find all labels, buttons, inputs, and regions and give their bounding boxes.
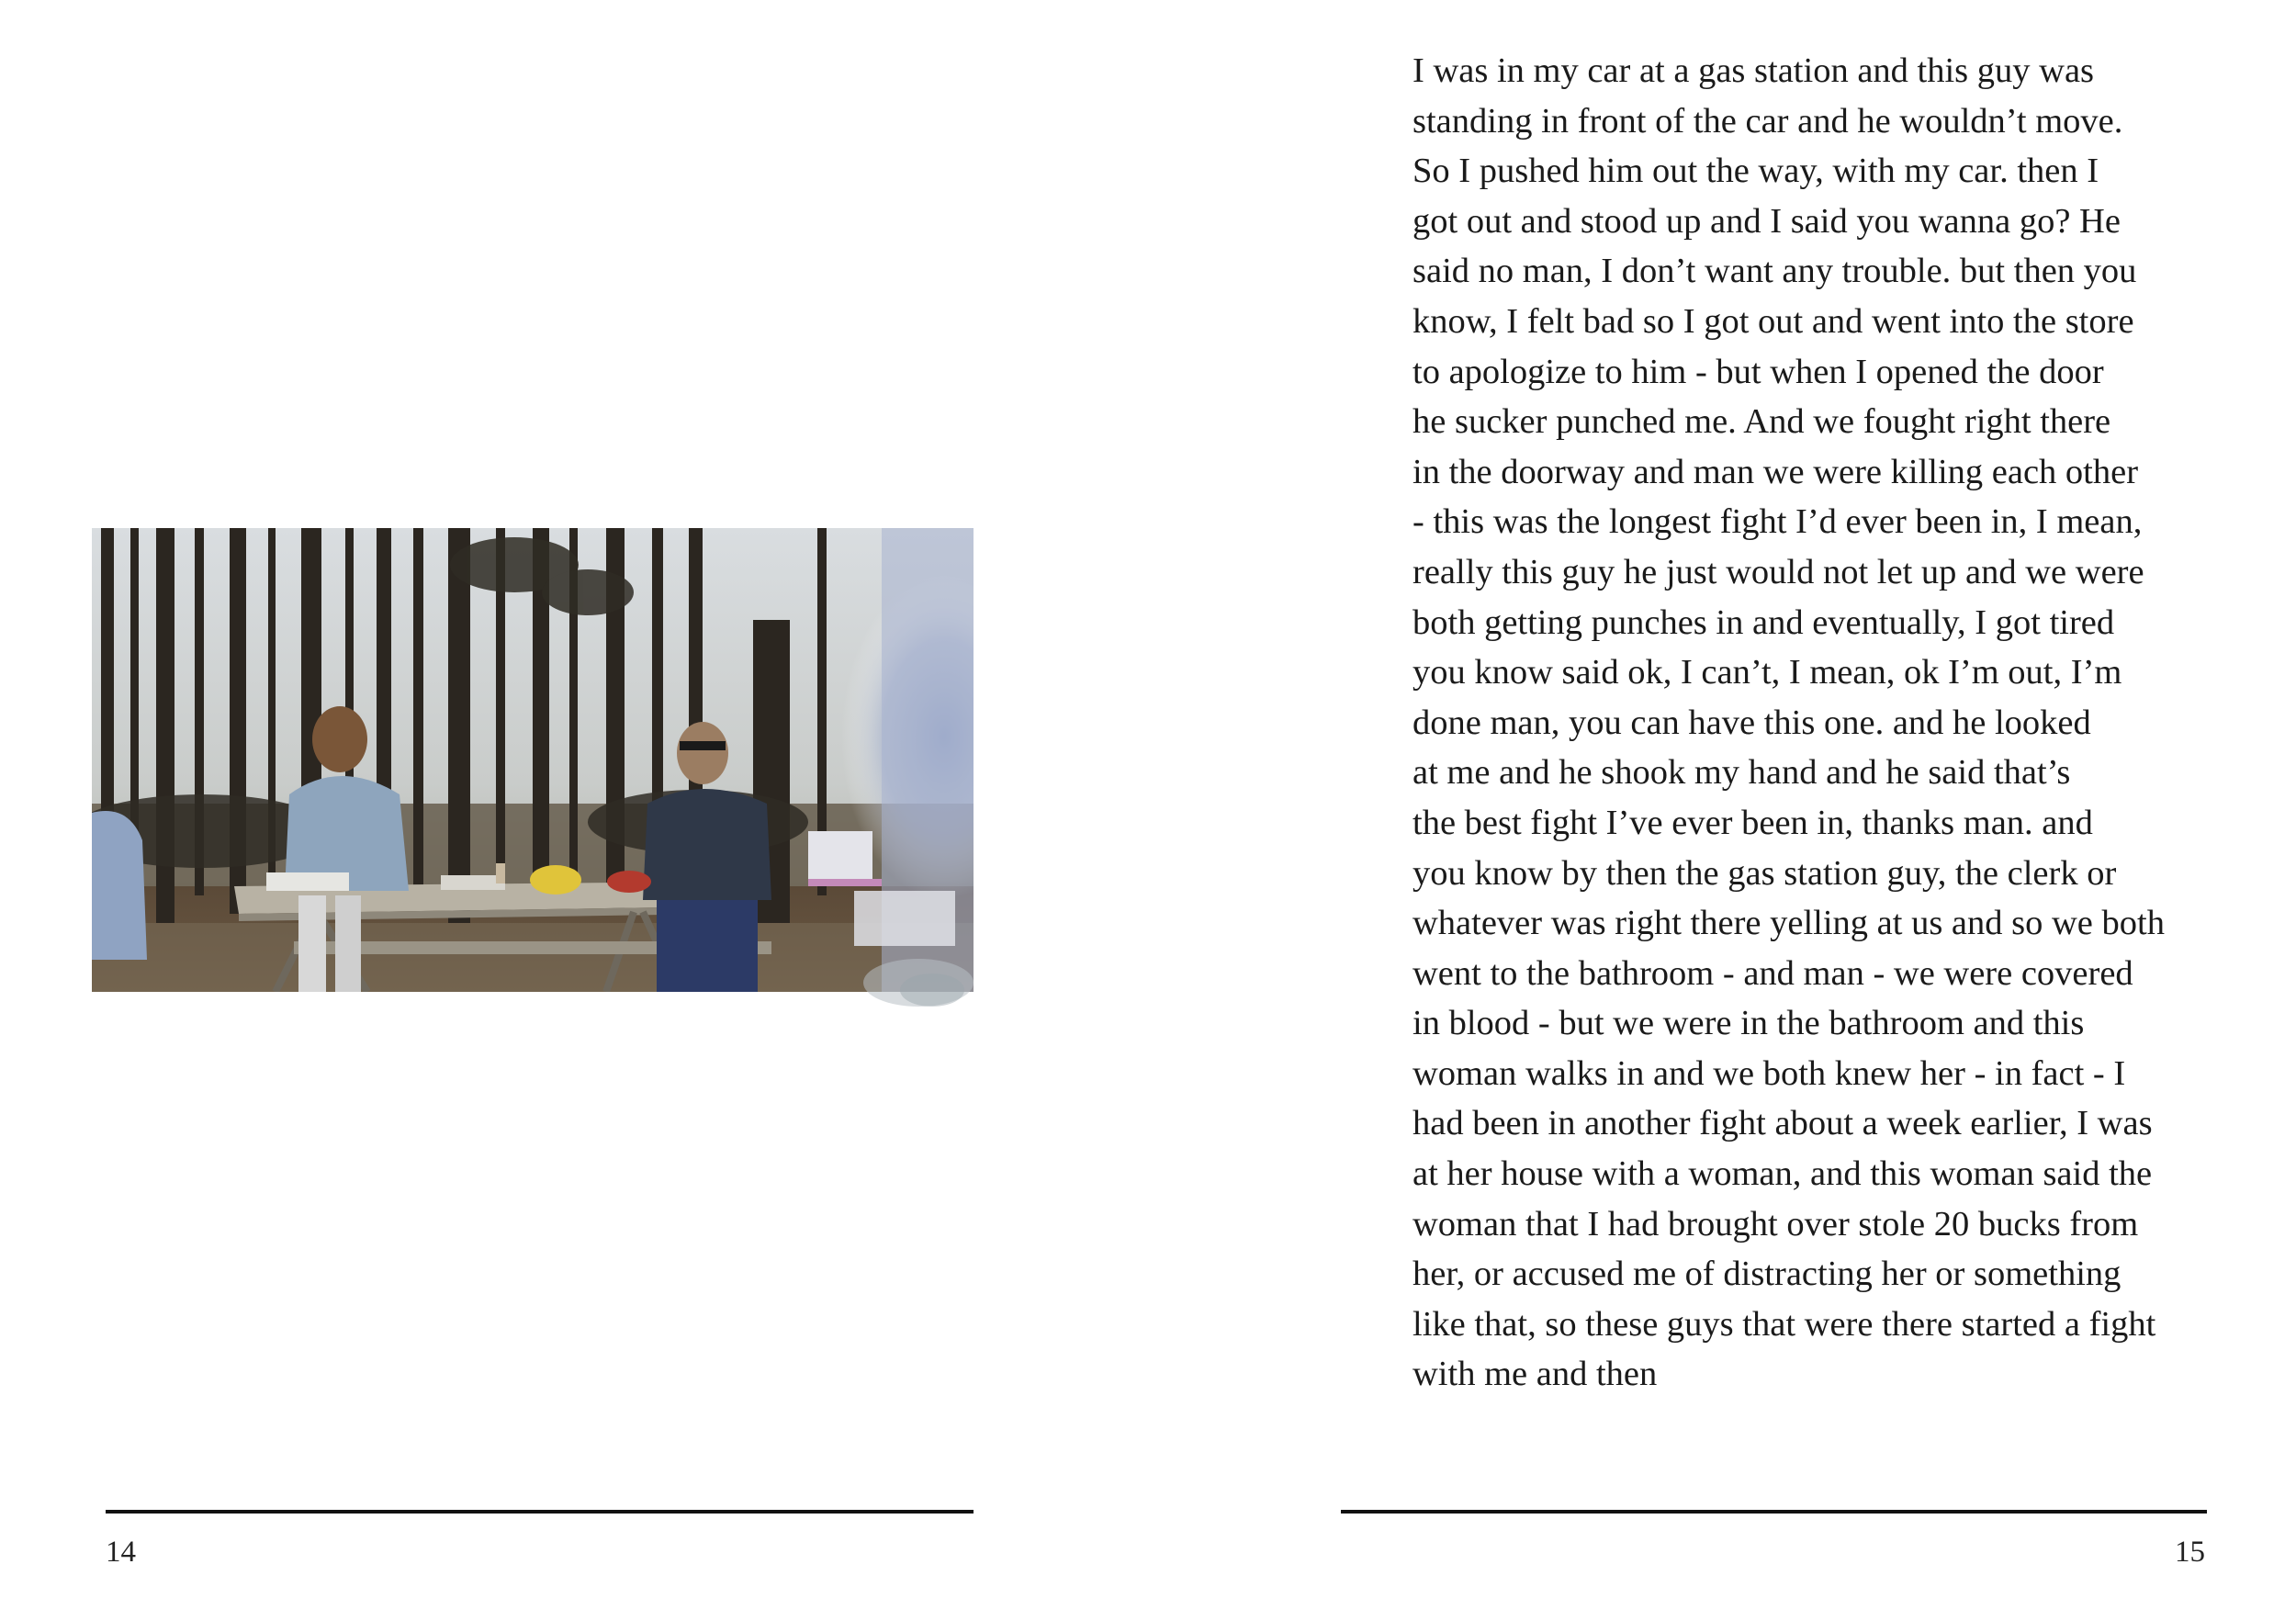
photo-frame <box>92 528 983 1038</box>
text-line: woman walks in and we both knew her - in fact - I <box>1412 1053 2126 1093</box>
right-page <box>1148 0 2296 1598</box>
text-line: woman that I had brought over stole 20 bucks from <box>1412 1204 2139 1244</box>
page-number: 14 <box>106 1536 136 1569</box>
text-line: with me and then <box>1412 1355 1658 1394</box>
text-line: to apologize to him - but when I opened the door <box>1412 352 2104 391</box>
photo-smudge <box>854 955 974 1019</box>
text-line: like that, so these guys that were there started a fight <box>1412 1304 2156 1344</box>
page-number: 15 <box>2175 1536 2205 1569</box>
picnic-photo <box>92 528 974 992</box>
footer-rule <box>106 1510 974 1514</box>
text-line: done man, you can have this one. and he looked <box>1412 703 2091 742</box>
text-line: know, I felt bad so I got out and went into the store <box>1412 301 2134 341</box>
text-line: whatever was right there yelling at us and so we both <box>1412 904 2165 943</box>
text-line: standing in front of the car and he wouldn’t move. <box>1412 101 2123 141</box>
text-line: got out and stood up and I said you wanna go? He <box>1412 201 2121 241</box>
text-line: I was in my car at a gas station and this guy was <box>1412 51 2095 90</box>
body-text <box>1412 46 2230 1400</box>
text-line: - this was the longest fight I’d ever been in, I mean, <box>1412 502 2143 542</box>
text-line: had been in another fight about a week earlier, I was <box>1412 1104 2153 1143</box>
text-line: at her house with a woman, and this woman said the <box>1412 1154 2153 1194</box>
text-line: he sucker punched me. And we fought right there <box>1412 402 2111 442</box>
text-line: her, or accused me of distracting her or something <box>1412 1255 2122 1294</box>
text-line: in blood - but we were in the bathroom and this <box>1412 1004 2085 1043</box>
text-line: in the doorway and man we were killing each other <box>1412 452 2139 491</box>
text-line: both getting punches in and eventually, I got tired <box>1412 602 2115 642</box>
text-line: you know said ok, I can’t, I mean, ok I’m out, I’m <box>1412 653 2122 692</box>
text-line: So I pushed him out the way, with my car. then I <box>1412 152 2099 191</box>
footer-rule <box>1341 1510 2207 1514</box>
text-line: at me and he shook my hand and he said that’s <box>1412 753 2071 793</box>
text-line: you know by then the gas station guy, the clerk or <box>1412 853 2117 893</box>
text-line: really this guy he just would not let up and we were <box>1412 552 2144 591</box>
text-line: went to the bathroom - and man - we were covered <box>1412 953 2133 993</box>
text-line: the best fight I’ve ever been in, thanks man. and <box>1412 803 2093 842</box>
text-line: said no man, I don’t want any trouble. but then you <box>1412 252 2137 291</box>
